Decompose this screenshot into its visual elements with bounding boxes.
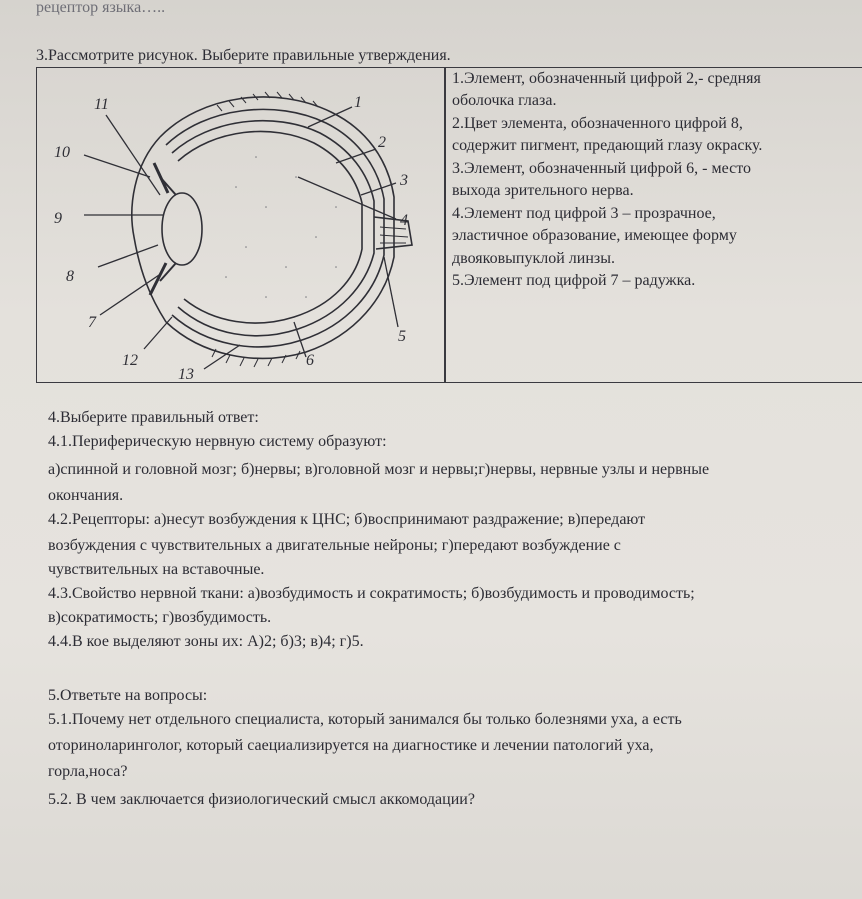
task4-line: возбуждения с чувствительных а двигательные нейроны; г)передают возбуждение с [48,537,621,554]
task4-line: окончания. [48,487,124,504]
task4-line: 4.1.Периферическую нервную систему образуют: [48,433,387,450]
task5-line: оториноларинголог, который саециализируется на диагностике и лечении патологий уха, [48,737,654,754]
frame-divider [444,67,446,383]
task4-title: 4.Выберите правильный ответ: [48,409,259,426]
statement-line: 3.Элемент, обозначенный цифрой 6, - место [452,160,751,177]
diagram-label-5: 5 [398,328,406,345]
task4-line: 4.3.Свойство нервной ткани: а)возбудимость и сократимость; б)возбудимость и проводимость; [48,585,695,602]
task4-line: чувствительных на вставочные. [48,561,265,578]
diagram-label-7: 7 [88,314,96,331]
task5-line: 5.1.Почему нет отдельного специалиста, который занимался бы только болезнями уха, а есть [48,711,682,728]
diagram-label-9: 9 [54,210,62,227]
diagram-label-8: 8 [66,268,74,285]
statement-line: 4.Элемент под цифрой 3 – прозрачное, [452,205,716,222]
statement-line: выхода зрительного нерва. [452,182,634,199]
task5-title: 5.Ответьте на вопросы: [48,687,208,704]
diagram-label-13: 13 [178,366,194,383]
diagram-label-2: 2 [378,134,386,151]
statement-line: оболочка глаза. [452,92,557,109]
diagram-label-3: 3 [400,172,408,189]
task5-line: 5.2. В чем заключается физиологический смысл аккомодации? [48,791,475,808]
eye-diagram [36,67,444,383]
task4-line: 4.2.Рецепторы: а)несут возбуждения к ЦНС; б)воспринимают раздражение; в)передают [48,511,646,528]
statement-line: 5.Элемент под цифрой 7 – радужка. [452,272,696,289]
diagram-label-12: 12 [122,352,138,369]
statement-line: содержит пигмент, предающий глазу окраску. [452,137,763,154]
task4-line: а)спинной и головной мозг; б)нервы; в)головной мозг и нервы;г)нервы, нервные узлы и нервные [48,461,710,478]
task3-title: 3.Рассмотрите рисунок. Выберите правильные утверждения. [36,47,451,64]
task4-line: 4.4.В кое выделяют зоны их: А)2; б)3; в)4; г)5. [48,633,364,650]
diagram-label-4: 4 [400,212,408,229]
statement-line: 1.Элемент, обозначенный цифрой 2,- средняя [452,70,761,87]
statement-line: двояковыпуклой линзы. [452,250,615,267]
diagram-label-1: 1 [354,94,362,111]
statement-line: эластичное образование, имеющее форму [452,227,737,244]
statement-line: 2.Цвет элемента, обозначенного цифрой 8, [452,115,743,132]
task5-line: горла,носа? [48,763,128,780]
diagram-label-6: 6 [306,352,314,369]
diagram-label-10: 10 [54,144,70,161]
cut-off-text: рецептор языка….. [36,0,166,16]
task4-line: в)сократимость; г)возбудимость. [48,609,272,626]
diagram-label-11: 11 [94,96,109,113]
